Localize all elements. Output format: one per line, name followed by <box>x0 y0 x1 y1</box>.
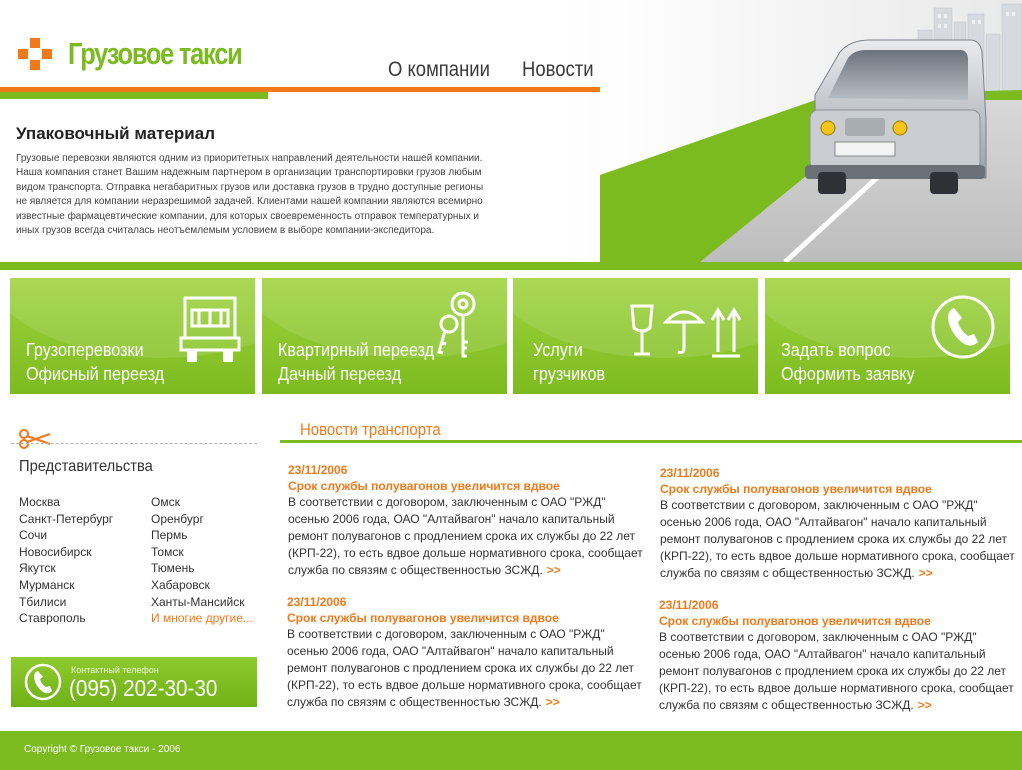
office-link[interactable]: Новосибирск <box>19 544 92 559</box>
phone-number[interactable]: (095) 202-30-30 <box>69 675 218 701</box>
phone-label: Контактный телефон <box>71 665 159 675</box>
tile-request-text: Задать вопрос Оформить заявку <box>781 340 915 384</box>
news-date: 23/11/2006 <box>659 598 719 612</box>
intro-title: Упаковочный материал <box>16 124 216 143</box>
tile-loaders[interactable] <box>513 278 758 394</box>
nav-about[interactable]: О компании <box>388 58 490 81</box>
news-item <box>659 598 1019 714</box>
tile-loaders-text: Услуги грузчиков <box>533 340 606 384</box>
tile-request[interactable] <box>765 278 1010 394</box>
office-link[interactable]: Тюмень <box>151 561 195 576</box>
news-body: В соответствии с договором, заключенным с ОАО "РЖД" осенью 2006 года, ОАО "Алтайвагон" начало капитальный ремонт полувагонов с продлением срока их службы до 22 лет (КРП-22), то есть вдвое дольше нормативного срока, сообщает служба по связям с общественностью ЗСЖД. >> <box>288 495 643 577</box>
news-item <box>288 463 648 579</box>
office-link[interactable]: Ханты-Мансийск <box>151 594 245 609</box>
office-link[interactable]: Москва <box>19 495 60 509</box>
logo-underline <box>0 92 268 99</box>
phone-icon <box>928 292 998 362</box>
news-item <box>660 466 1020 582</box>
footer-copyright: Copyright © Грузовое такси - 2006 <box>24 744 181 755</box>
office-link[interactable]: Оренбург <box>151 511 204 526</box>
news-section-title: Новости транспорта <box>300 420 441 439</box>
offices-section <box>11 443 257 635</box>
office-link[interactable]: Якутск <box>19 561 56 576</box>
news-headline[interactable]: Срок службы полувагонов увеличится вдвое <box>659 614 931 628</box>
service-tiles <box>10 278 1012 394</box>
office-link[interactable]: Сочи <box>19 528 48 543</box>
news-date: 23/11/2006 <box>287 595 347 609</box>
logo-text: Грузовое такси <box>68 36 242 71</box>
header-divider <box>0 262 1022 270</box>
tile-cargo-text: Грузоперевозки Офисный переезд <box>26 340 165 384</box>
logo[interactable] <box>18 36 280 72</box>
office-link[interactable]: Мурманск <box>19 577 75 592</box>
logo-mark-icon <box>18 38 62 70</box>
phone-circle-icon <box>23 662 63 702</box>
office-link[interactable]: Тбилиси <box>19 594 67 609</box>
header <box>0 0 1022 262</box>
tile-cargo[interactable] <box>10 278 255 394</box>
news-more-link[interactable]: >> <box>545 695 560 709</box>
nav-news[interactable]: Новости <box>521 58 594 81</box>
news-headline[interactable]: Срок службы полувагонов увеличится вдвое <box>287 611 559 625</box>
news-title-underline <box>280 440 1022 443</box>
offices-title: Представительства <box>19 458 153 475</box>
tile-moving[interactable] <box>262 278 507 394</box>
office-link[interactable]: Пермь <box>151 528 188 543</box>
office-link[interactable]: Хабаровск <box>151 577 210 592</box>
contact-phone-box <box>11 657 257 707</box>
tile-moving-text: Квартирный переезд Дачный переезд <box>278 340 435 384</box>
news-headline[interactable]: Срок службы полувагонов увеличится вдвое <box>288 479 560 493</box>
news-headline[interactable]: Срок службы полувагонов увеличится вдвое <box>660 482 932 496</box>
news-item <box>287 595 647 711</box>
news-more-link[interactable]: >> <box>917 698 932 712</box>
office-link[interactable]: Томск <box>151 544 184 559</box>
cargo-symbols-icon <box>628 302 748 362</box>
news-more-link[interactable]: >> <box>546 563 561 577</box>
news-body: В соответствии с договором, заключенным с ОАО "РЖД" осенью 2006 года, ОАО "Алтайвагон" начало капитальный ремонт полувагонов с продлением срока их службы до 22 лет (КРП-22), то есть вдвое дольше нормативного срока, сообщает служба по связям с общественностью ЗСЖД. >> <box>660 498 1015 580</box>
offices-list-right <box>151 494 253 627</box>
office-link[interactable]: Омск <box>151 495 180 509</box>
offices-more-link[interactable]: И многие другие... <box>151 611 253 626</box>
offices-list-left <box>19 494 113 627</box>
keys-icon <box>433 290 489 364</box>
news-body: В соответствии с договором, заключенным с ОАО "РЖД" осенью 2006 года, ОАО "Алтайвагон" начало капитальный ремонт полувагонов с продлением срока их службы до 22 лет (КРП-22), то есть вдвое дольше нормативного срока, сообщает служба по связям с общественностью ЗСЖД. >> <box>659 630 1014 712</box>
van-illustration <box>600 0 1022 262</box>
office-link[interactable]: Ставрополь <box>19 611 86 626</box>
news-date: 23/11/2006 <box>660 466 720 480</box>
news-body: В соответствии с договором, заключенным с ОАО "РЖД" осенью 2006 года, ОАО "Алтайвагон" начало капитальный ремонт полувагонов с продлением срока их службы до 22 лет (КРП-22), то есть вдвое дольше нормативного срока, сообщает служба по связям с общественностью ЗСЖД. >> <box>287 627 642 709</box>
intro-text: Грузовые перевозки являются одним из приоритетных направлений деятельности нашей компании. Наша компания станет Вашим надежным партнером в организации транспортировки грузов любым видом транспорта. Отправка негабаритных грузов или доставка грузов в трудно доступные регионы не является для компании неразрешимой задачей. Клиентами нашей компании являются всемирно известные фармацевтические компании, для которых своевременность отправок температурных и иных грузов всегда считалась неотъемлемым условием в выборе компании-экспедитора. <box>16 153 484 237</box>
footer <box>0 731 1022 770</box>
news-date: 23/11/2006 <box>288 463 348 477</box>
truck-icon <box>179 294 241 364</box>
news-more-link[interactable]: >> <box>918 566 933 580</box>
office-link[interactable]: Санкт-Петербург <box>19 511 114 526</box>
